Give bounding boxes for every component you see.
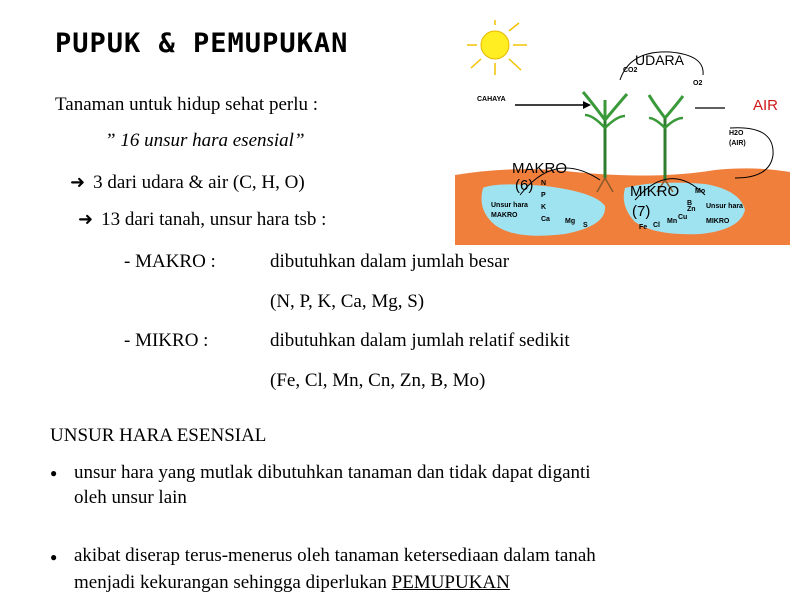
element-left: N — [541, 180, 547, 187]
makro-small: MAKRO — [491, 212, 518, 219]
element-right: Mo — [695, 188, 706, 195]
bullet-icon: ● — [50, 550, 58, 564]
element-right: Zn — [687, 206, 696, 213]
element-right: Cl — [653, 222, 660, 229]
element-left: K — [541, 204, 547, 211]
arrow-line-text: 3 dari udara & air (C, H, O) — [93, 172, 305, 193]
mikro-heading: - MIKRO : — [124, 330, 209, 351]
mikro-count: (7) — [632, 203, 651, 220]
arrow-line-air — [70, 172, 305, 194]
o2-label: O2 — [693, 80, 703, 87]
bullet-2-line-2-text: menjadi kekurangan sehingga diperlukan — [74, 572, 387, 593]
mikro-small: MIKRO — [706, 218, 730, 225]
element-left: P — [541, 192, 546, 199]
unsur-hara-right: Unsur hara — [706, 203, 743, 210]
h2o-label: H2O — [729, 130, 744, 137]
pemupukan-emphasis: PEMUPUKAN — [391, 572, 510, 593]
element-left: S — [583, 222, 588, 229]
arrow-line-text: 13 dari tanah, unsur hara tsb : — [101, 209, 327, 230]
air-label: AIR — [753, 97, 779, 114]
page-title: PUPUK & PEMUPUKAN — [55, 28, 349, 59]
bullet-2-line-2 — [74, 572, 510, 594]
co2-label: CO2 — [623, 67, 638, 74]
makro-heading: - MAKRO : — [124, 251, 216, 272]
mikro-description: dibutuhkan dalam jumlah relatif sedikit — [270, 330, 570, 351]
arrow-line-soil — [78, 209, 326, 231]
makro-label: MAKRO — [512, 160, 568, 177]
element-right: Cu — [678, 214, 688, 221]
element-right: Mn — [667, 218, 678, 225]
quote-text: ” 16 unsur hara esensial” — [105, 130, 305, 151]
unsur-hara-left: Unsur hara — [491, 202, 528, 209]
element-left: Ca — [541, 216, 550, 223]
nutrient-illustration — [455, 20, 790, 245]
arrow-right-icon: ➜ — [78, 209, 94, 230]
element-right: Fe — [639, 224, 648, 231]
bullet-1-line-1: unsur hara yang mutlak dibutuhkan tanaman dan tidak dapat diganti — [74, 462, 591, 483]
cahaya-label: CAHAYA — [477, 96, 506, 103]
makro-count: (6) — [515, 177, 534, 194]
bullet-1-line-2: oleh unsur lain — [74, 487, 187, 508]
bullet-icon: ● — [50, 466, 58, 480]
element-left: Mg — [565, 218, 576, 225]
makro-elements: (N, P, K, Ca, Mg, S) — [270, 291, 425, 312]
makro-description: dibutuhkan dalam jumlah besar — [270, 251, 510, 272]
bullet-2-line-1: akibat diserap terus-menerus oleh tanaman ketersediaan dalam tanah — [74, 545, 596, 566]
sun-icon — [467, 20, 527, 75]
mikro-label: MIKRO — [630, 183, 680, 200]
intro-text: Tanaman untuk hidup sehat perlu : — [55, 94, 319, 115]
section-heading: UNSUR HARA ESENSIAL — [50, 425, 267, 446]
udara-label: UDARA — [635, 52, 685, 68]
arrow-right-icon: ➜ — [70, 172, 86, 193]
element-right: B — [687, 200, 693, 207]
mikro-elements: (Fe, Cl, Mn, Cn, Zn, B, Mo) — [270, 370, 486, 391]
h2o-sub-label: (AIR) — [729, 140, 746, 147]
